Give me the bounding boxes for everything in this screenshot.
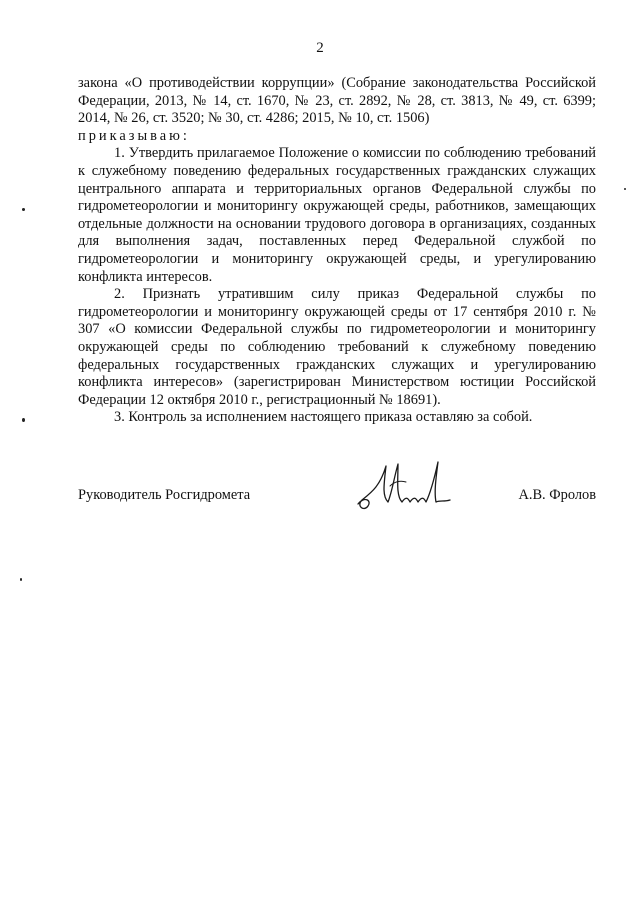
paragraph-item-1: 1. Утвердить прилагаемое Положение о комиссии по соблюдению требований к служебному поведению федеральных государственных гражданских служащих центрального аппарата и территориальных органов Федеральной службы по гидрометеорологии и мониторингу окружающей среды, работников, замещающих отдельные должности на основании трудового договора в организациях, созданных для выполнения задач, поставленных перед Федеральной службой по гидрометеорологии и мониторингу окружающей среды, и урегулированию конфликта интересов.: [78, 145, 596, 285]
paragraph-item-2: 2. Признать утратившим силу приказ Федеральной службы по гидрометеорологии и мониторингу окружающей среды от 17 сентября 2010 г. № 307 «О комиссии Федеральной службы по гидрометеорологии и мониторингу окружающей среды по соблюдению требований к служебному поведению федеральных государственных гражданских служащих и урегулированию конфликта интересов» (зарегистрирован Министерством юстиции Российской Федерации 12 октября 2010 г., регистрационный № 18691).: [78, 286, 596, 408]
page-number: 2: [316, 40, 324, 56]
scan-speck: [22, 418, 25, 422]
document-body: [78, 75, 596, 427]
scan-speck: [20, 578, 22, 581]
handwritten-signature: [350, 456, 460, 516]
paragraph-item-3: 3. Контроль за исполнением настоящего приказа оставляю за собой.: [114, 409, 533, 426]
signatory-name: А.В. Фролов: [518, 487, 596, 503]
paragraph-law-reference: закона «О противодействии коррупции» (Собрание законодательства Российской Федерации, 2013, № 14, ст. 1670, № 23, ст. 2892, № 28, ст. 3813, № 49, ст. 6399; 2014, № 26, ст. 3520; № 30, ст. 4286; 2015, № 10, ст. 1506): [78, 75, 596, 127]
signatory-title: Руководитель Росгидромета: [78, 487, 251, 503]
scan-speck: [624, 188, 626, 190]
scan-speck: [22, 208, 25, 211]
order-word: приказываю:: [78, 127, 190, 144]
